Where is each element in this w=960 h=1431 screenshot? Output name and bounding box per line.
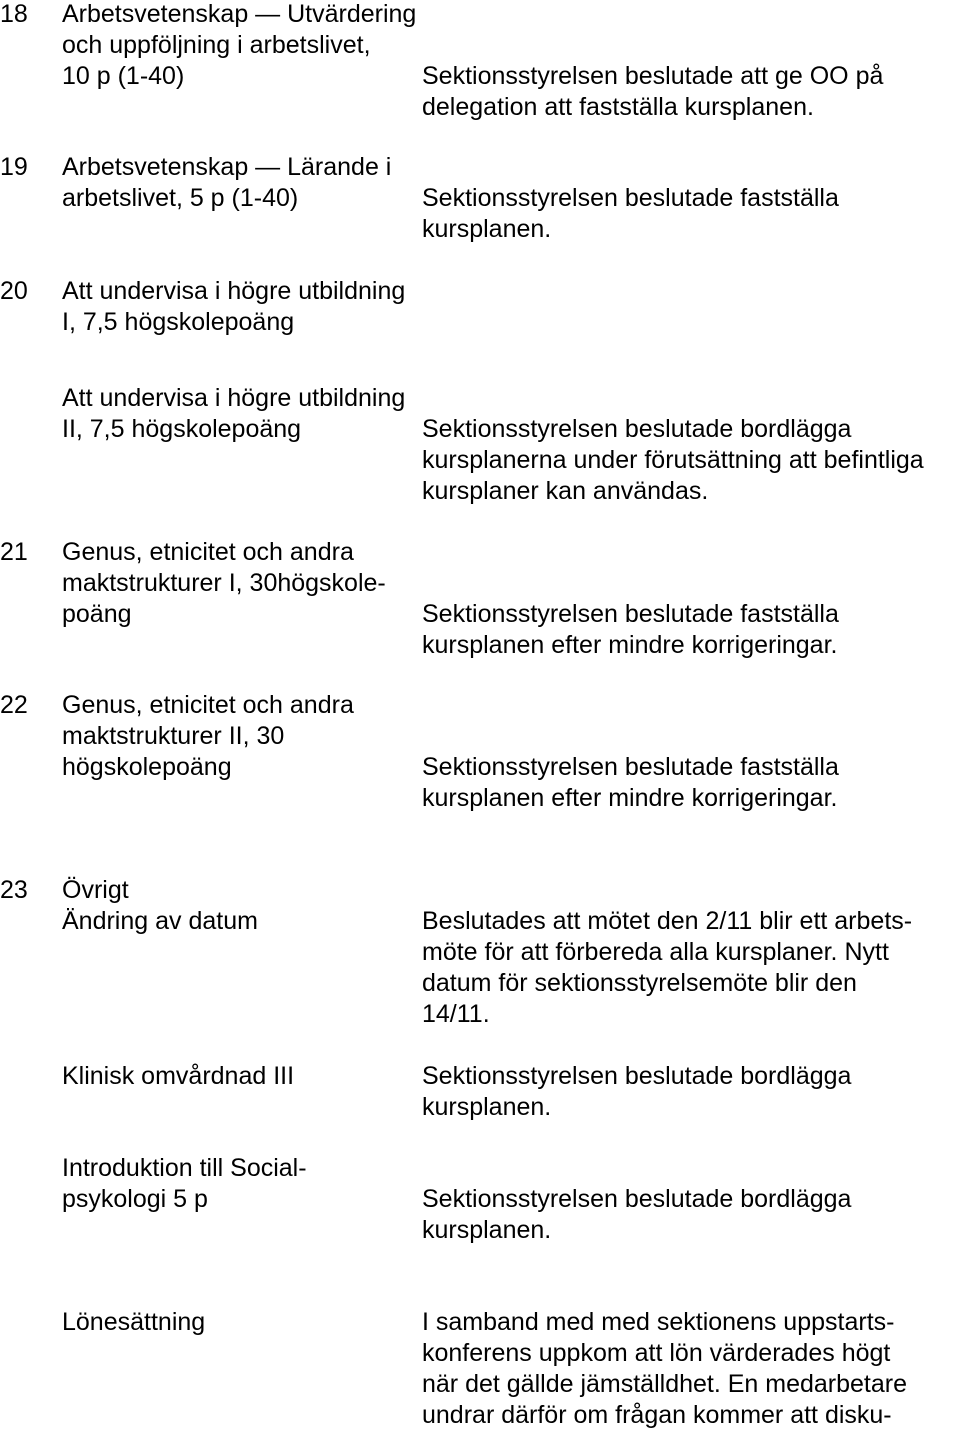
item-number: 20 [0, 277, 28, 305]
item-title-line: Lönesättning [62, 1308, 206, 1336]
item-number: 19 [0, 153, 28, 181]
item-title-line: maktstrukturer I, 30högskole- [62, 569, 386, 597]
item-decision-line: kursplanen efter mindre korrigeringar. [422, 784, 838, 812]
item-decision-line: kursplanen efter mindre korrigeringar. [422, 631, 838, 659]
item-decision-line: Beslutades att mötet den 2/11 blir ett arbets- [422, 907, 913, 935]
item-decision-line: 14/11. [422, 1000, 490, 1028]
item-title-line: Introduktion till Social- [62, 1154, 307, 1182]
item-decision-line: Sektionsstyrelsen beslutade fastställa [422, 600, 839, 628]
item-number: 18 [0, 0, 28, 28]
item-title-line: 10 p (1-40) [62, 62, 185, 90]
item-title-line: poäng [62, 600, 132, 628]
item-title-line: Att undervisa i högre utbildning [62, 277, 406, 305]
item-title-line: Att undervisa i högre utbildning [62, 384, 406, 412]
item-title-line: och uppföljning i arbetslivet, [62, 31, 371, 59]
item-decision-line: kursplanen. [422, 215, 552, 243]
item-decision-line: kursplanen. [422, 1216, 552, 1244]
item-decision-line: kursplanen. [422, 1093, 552, 1121]
item-title-line: psykologi 5 p [62, 1185, 208, 1213]
item-decision-line: Sektionsstyrelsen beslutade bordlägga [422, 415, 852, 443]
item-number: 21 [0, 538, 28, 566]
item-title-line: II, 7,5 högskolepoäng [62, 415, 302, 443]
item-decision-line: Sektionsstyrelsen beslutade fastställa [422, 753, 839, 781]
item-title-line: Klinisk omvårdnad III [62, 1062, 295, 1090]
item-number: 22 [0, 691, 28, 719]
item-decision-line: Sektionsstyrelsen beslutade bordlägga [422, 1062, 852, 1090]
item-decision-line: kursplaner kan användas. [422, 477, 709, 505]
item-number: 23 [0, 876, 28, 904]
item-title-line: högskolepoäng [62, 753, 232, 781]
item-title-line: Arbetsvetenskap — Lärande i [62, 153, 392, 181]
item-decision-line: I samband med med sektionens uppstarts- [422, 1308, 895, 1336]
item-decision-line: Sektionsstyrelsen beslutade att ge OO på [422, 62, 884, 90]
item-decision-line: möte för att förbereda alla kursplaner. Nytt [422, 938, 889, 966]
item-decision-line: Sektionsstyrelsen beslutade fastställa [422, 184, 839, 212]
item-decision-line: datum för sektionsstyrelsemöte blir den [422, 969, 857, 997]
item-decision-line: kursplanerna under förutsättning att befintliga [422, 446, 924, 474]
item-decision-line: undrar därför om frågan kommer att disku- [422, 1401, 892, 1429]
item-decision-line: konferens uppkom att lön värderades högt [422, 1339, 891, 1367]
item-title-line: I, 7,5 högskolepoäng [62, 308, 295, 336]
item-title-line: Ändring av datum [62, 907, 258, 935]
item-title-line: maktstrukturer II, 30 [62, 722, 285, 750]
item-title-line: Genus, etnicitet och andra [62, 691, 354, 719]
item-decision-line: delegation att fastställa kursplanen. [422, 93, 814, 121]
item-title-line: Genus, etnicitet och andra [62, 538, 354, 566]
item-title-line: arbetslivet, 5 p (1-40) [62, 184, 299, 212]
item-title-line: Arbetsvetenskap — Utvärdering [62, 0, 417, 28]
item-decision-line: när det gällde jämställdhet. En medarbetare [422, 1370, 908, 1398]
item-decision-line: Sektionsstyrelsen beslutade bordlägga [422, 1185, 852, 1213]
item-title-line: Övrigt [62, 876, 129, 904]
